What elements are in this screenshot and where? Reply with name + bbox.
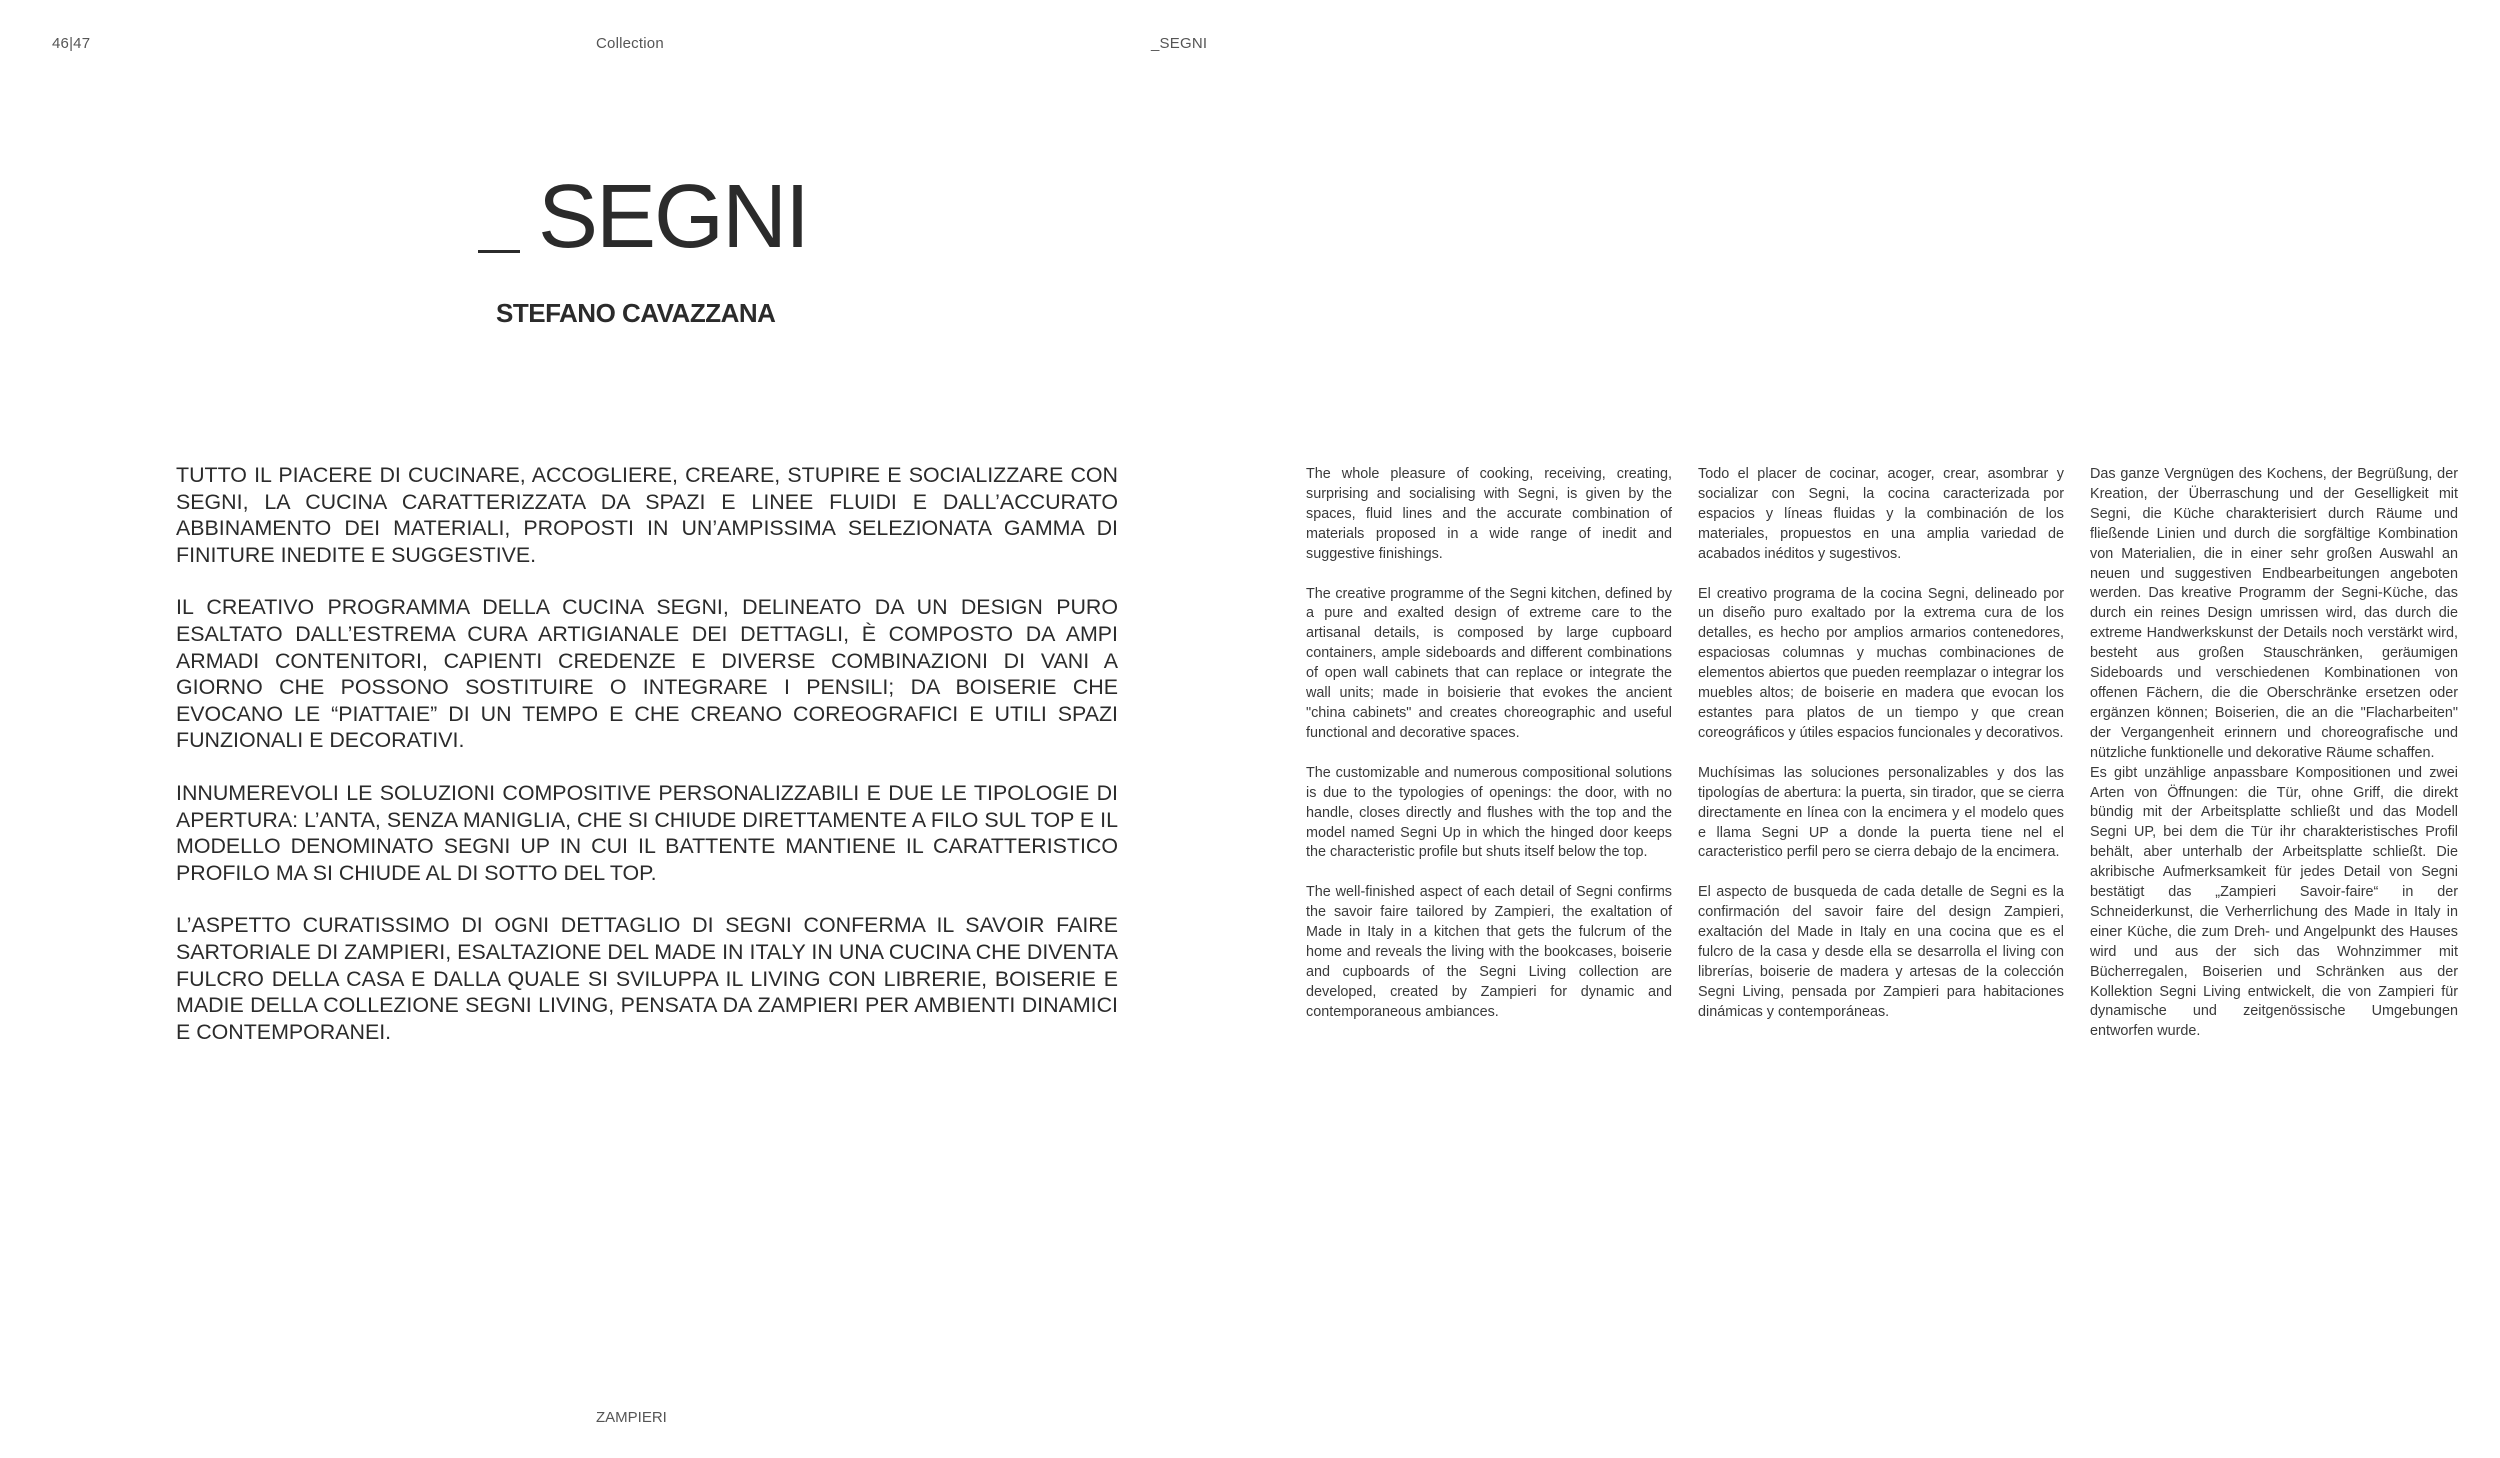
section-label: _SEGNI (1151, 35, 1208, 52)
german-paragraph: Es gibt unzählige anpassbare Kompositionen und zwei Arten von Öffnungen: die Tür, ohne Griff, die direkt bündig mit der Arbeitsplatte schließt und das Modell Segni UP, bei dem die Tür ihr charakteristisches Profil behält, aber unterhalb der Arbeitsplatte schließt. Die akribische Aufmerksamkeit für jedes Detail von Segni bestätigt das „Zampieri Savoir-faire“ in der Schneiderkunst, die Verherrlichung des Made in Italy in einer Küche, die zum Dreh- und Angelpunkt des Hauses wird und aus der sich das Wohnzimmer mit Bücherregalen, Boiserien und Schränken aus der Kollektion Segni Living entwickelt, die von Zampieri für dynamische und zeitgenössische Umgebungen entworfen wurde. (2090, 764, 2458, 1040)
italian-paragraph: IL CREATIVO PROGRAMMA DELLA CUCINA SEGNI, DELINEATO DA UN DESIGN PURO ESALTATO DALL’ESTREMA CURA ARTIGIANALE DEI DETTAGLI, È COMPOSTO DA AMPI ARMADI CONTENITORI, CAPIENTI CREDENZE E DIVERSE COMBINAZIONI DI VANI A GIORNO CHE POSSONO SOSTITUIRE O INTEGRARE I PENSILI; DA BOISERIE CHE EVOCANO LE “PIATTAIE” DI UN TEMPO E CHE CREANO COREOGRAFICI E UTILI SPAZI FUNZIONALI E DECORATIVI. (176, 595, 1118, 753)
spanish-paragraph: El aspecto de busqueda de cada detalle de Segni es la confirmación del savoir faire del design Zampieri, exaltación del Made in Italy en una cocina que es el fulcro de la casa y desde ella se desarrolla el living con librerías, boiserie de madera y artesas de la colección Segni Living, pensada por Zampieri para habitaciones dinámicas y contemporáneas. (1698, 884, 2064, 1020)
title-block (478, 167, 809, 267)
english-paragraph: The customizable and numerous compositional solutions is due to the typologies of openings: the door, with no handle, closes directly and flushes with the top and the model named Segni Up in which the hinged door keeps the characteristic profile but shuts itself below the top. (1306, 764, 1672, 861)
english-paragraph: The creative programme of the Segni kitchen, defined by a pure and exalted design of extreme care to the artisanal details, is composed by large cupboard containers, ample sideboards and different combinations of open wall cabinets that can replace or integrate the wall units; made in boisierie that evokes the ancient "china cabinets" and creates choreographic and useful functional and decorative spaces. (1306, 585, 1672, 741)
page-numbers: 46|47 (52, 35, 91, 52)
spanish-paragraph: Todo el placer de cocinar, acoger, crear, asombrar y socializar con Segni, la cocina caracterizada por espacios y líneas fluidas y la combinación de los materiales, propuestos en una amplia variedad de acabados inéditos y sugestivos. (1698, 466, 2064, 562)
spanish-text-column (1698, 465, 2064, 1043)
collection-label: Collection (596, 35, 664, 52)
english-paragraph: The whole pleasure of cooking, receiving, creating, surprising and socialising with Segni, is given by the spaces, fluid lines and the accurate combination of materials proposed in a wide range of inedit and suggestive finishings. (1306, 466, 1672, 562)
english-text-column (1306, 465, 1672, 1043)
german-paragraph: Das ganze Vergnügen des Kochens, der Begrüßung, der Kreation, der Überraschung und der Geselligkeit mit Segni, die Küche charakterisiert durch Räume und fließende Linien und durch die sorgfältige Kombination von Materialien, die in einer sehr großen Auswahl an neuen und suggestiven Endbearbeitungen angeboten werden. Das kreative Programm der Segni-Küche, das durch ein reines Design umrissen wird, das durch die extreme Handwerkskunst der Details noch verstärkt wird, besteht aus großen Stauschränken, geräumigen Sideboards und verschiedenen Kombinationen von offenen Fächern, die die Oberschränke ersetzen oder ergänzen können; Boiserien, die an die "Flacharbeiten" der Vergangenheit erinnern und choreografische und nützliche funktionelle und dekorative Räume schaffen. (2090, 466, 2458, 761)
german-text-column (2090, 465, 2458, 1042)
italian-paragraph: L’ASPETTO CURATISSIMO DI OGNI DETTAGLIO DI SEGNI CONFERMA IL SAVOIR FAIRE SARTORIALE DI ZAMPIERI, ESALTAZIONE DEL MADE IN ITALY IN UNA CUCINA CHE DIVENTA FULCRO DELLA CASA E DALLA QUALE SI SVILUPPA IL LIVING CON LIBRERIE, BOISERIE E MADIE DELLA COLLEZIONE SEGNI LIVING, PENSATA DA ZAMPIERI PER AMBIENTI DINAMICI E CONTEMPORANEI. (176, 913, 1118, 1044)
spanish-paragraph: Muchísimas las soluciones personalizables y dos las tipologías de abertura: la puerta, sin tirador, que se cierra directamente en línea con la encimera y el modelo ques e llama Segni UP a donde la puerta tiene nel el caracteristico perfil pero se cierra debajo de la encimera. (1698, 764, 2064, 861)
italian-paragraph: TUTTO IL PIACERE DI CUCINARE, ACCOGLIERE, CREARE, STUPIRE E SOCIALIZZARE CON SEGNI, LA CUCINA CARATTERIZZATA DA SPAZI E LINEE FLUIDI E DALL’ACCURATO ABBINAMENTO DEI MATERIALI, PROPOSTI IN UN’AMPISSIMA SELEZIONATA GAMMA DI FINITURE INEDITE E SUGGESTIVE. (176, 463, 1118, 567)
italian-text-column (176, 462, 1118, 1071)
page-title-text: SEGNI (538, 167, 809, 267)
italian-paragraph: INNUMEREVOLI LE SOLUZIONI COMPOSITIVE PERSONALIZZABILI E DUE LE TIPOLOGIE DI APERTURA: L’ANTA, SENZA MANIGLIA, CHE SI CHIUDE DIRETTAMENTE A FILO SUL TOP E IL MODELLO DENOMINATO SEGNI UP IN CUI IL BATTENTE MANTIENE IL CARATTERISTICO PROFILO MA SI CHIUDE AL DI SOTTO DEL TOP. (176, 780, 1118, 885)
english-paragraph: The well-finished aspect of each detail of Segni confirms the savoir faire tailored by Zampieri, the exaltation of Made in Italy in a kitchen that gets the fulcrum of the home and reveals the living with the bookcases, boiserie and cupboards of the Segni Living collection are developed, created by Zampieri for dynamic and contemporaneous ambiances. (1306, 884, 1672, 1020)
page-title (478, 167, 809, 267)
designer-name: STEFANO CAVAZZANA (496, 298, 776, 328)
footer-brand: ZAMPIERI (596, 1409, 667, 1426)
spanish-paragraph: El creativo programa de la cocina Segni, delineado por un diseño puro exaltado por la extrema cura de los detalles, es hecho por amplios armarios contenedores, espaciosas columnas y muchas combinaciones de elementos abiertos que pueden reemplazar o integrar los muebles altos; de boiserie en madera que evocan los estantes para platos de un tiempo y que crean coreográficos y útiles espacios funcionales y decorativos. (1698, 585, 2064, 741)
title-underscore-mark (478, 250, 520, 253)
